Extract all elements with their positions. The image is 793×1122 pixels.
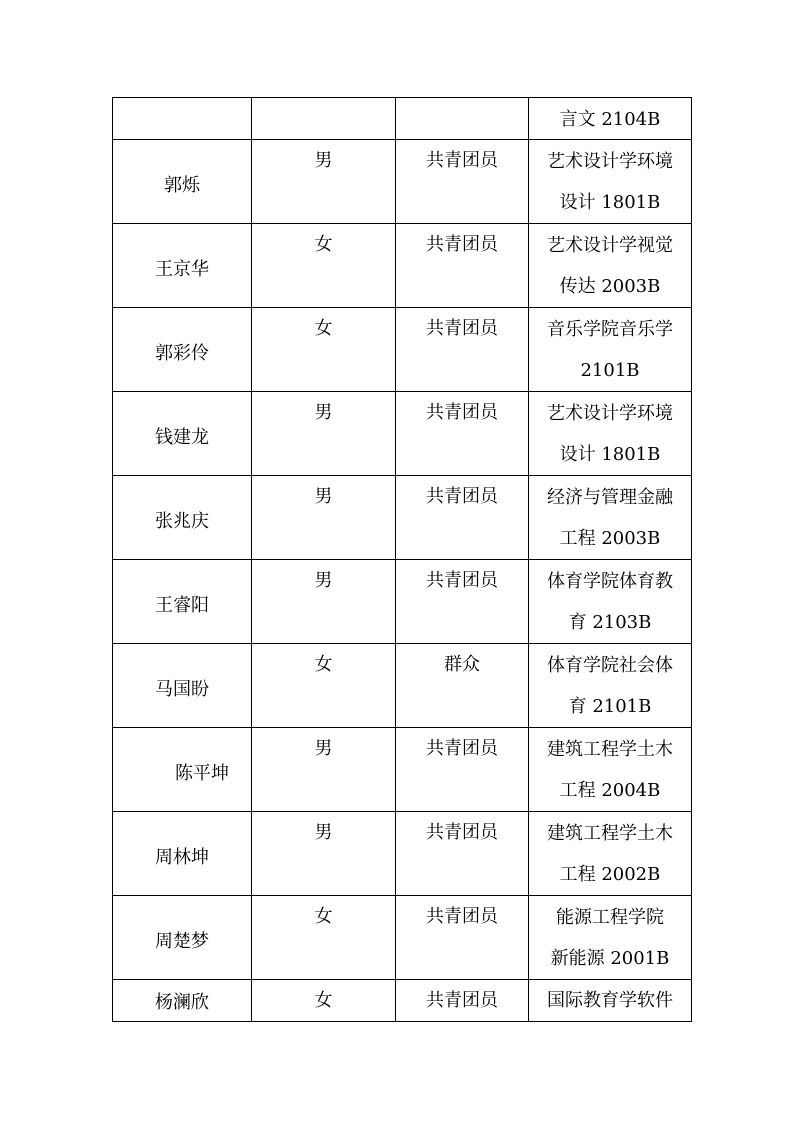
major-line-2: 设计 1801B (559, 444, 661, 465)
gender-text: 男 (314, 150, 333, 171)
name-text: 郭烁 (164, 175, 200, 196)
gender-cell (252, 812, 396, 896)
table-row (113, 980, 692, 1022)
status-text: 共青团员 (426, 402, 498, 423)
major-line-2: 工程 2002B (559, 864, 661, 885)
gender-text: 男 (314, 486, 333, 507)
major-line-2: 工程 2003B (559, 528, 661, 549)
major-text: 国际教育学软件 (547, 989, 673, 1011)
name-cell (113, 812, 252, 896)
major-cell (529, 224, 692, 308)
major-line-1: 艺术设计学环境 (547, 403, 673, 424)
name-cell (113, 980, 252, 1022)
name-text: 钱建龙 (155, 427, 209, 448)
status-cell (396, 224, 529, 308)
table-row (113, 392, 692, 476)
name-text: 张兆庆 (155, 511, 209, 532)
table-row (113, 896, 692, 980)
major-line-2: 育 2103B (568, 612, 652, 633)
major-line-1: 体育学院体育教 (547, 571, 673, 592)
gender-cell (252, 308, 396, 392)
gender-cell (252, 896, 396, 980)
major-cell (529, 308, 692, 392)
major-cell (529, 560, 692, 644)
status-cell (396, 98, 529, 140)
gender-cell (252, 140, 396, 224)
gender-cell (252, 980, 396, 1022)
name-cell (113, 896, 252, 980)
gender-text: 男 (314, 402, 333, 423)
name-cell (113, 98, 252, 140)
gender-cell (252, 728, 396, 812)
major-line-1: 能源工程学院 (556, 907, 664, 928)
gender-text: 男 (314, 822, 333, 843)
status-cell (396, 140, 529, 224)
name-cell (113, 560, 252, 644)
major-line-2: 新能源 2001B (550, 948, 670, 969)
major-line-2: 工程 2004B (559, 780, 661, 801)
status-cell (396, 392, 529, 476)
major-cell (529, 980, 692, 1022)
major-cell (529, 644, 692, 728)
name-cell (113, 224, 252, 308)
name-text: 周楚梦 (155, 931, 209, 952)
status-cell (396, 896, 529, 980)
name-text: 王睿阳 (155, 595, 209, 616)
name-cell (113, 476, 252, 560)
name-text: 陈平坤 (175, 763, 229, 784)
major-line-2: 育 2101B (568, 696, 652, 717)
major-line-1: 艺术设计学视觉 (547, 235, 673, 256)
gender-text: 女 (314, 234, 333, 255)
major-line-2: 传达 2003B (559, 276, 661, 297)
status-cell (396, 476, 529, 560)
major-line-1: 经济与管理金融 (547, 487, 673, 508)
status-text: 共青团员 (426, 989, 498, 1011)
table-row (113, 812, 692, 896)
major-text: 言文 2104B (559, 109, 661, 130)
gender-cell (252, 392, 396, 476)
major-cell (529, 728, 692, 812)
table-row (113, 476, 692, 560)
status-cell (396, 560, 529, 644)
major-line-1: 建筑工程学土木 (547, 739, 673, 760)
gender-cell (252, 224, 396, 308)
major-cell (529, 392, 692, 476)
gender-cell (252, 476, 396, 560)
member-table (112, 97, 692, 1022)
gender-cell (252, 98, 396, 140)
status-text: 共青团员 (426, 738, 498, 759)
status-text: 群众 (444, 654, 480, 675)
major-line-1: 建筑工程学土木 (547, 823, 673, 844)
gender-text: 男 (314, 570, 333, 591)
status-text: 共青团员 (426, 318, 498, 339)
name-cell (113, 140, 252, 224)
table-row (113, 140, 692, 224)
name-text: 周林坤 (155, 847, 209, 868)
name-cell (113, 644, 252, 728)
name-text: 杨澜欣 (155, 991, 209, 1013)
gender-text: 女 (314, 654, 333, 675)
status-text: 共青团员 (426, 150, 498, 171)
table-row (113, 224, 692, 308)
gender-text: 女 (314, 318, 333, 339)
status-text: 共青团员 (426, 234, 498, 255)
name-text: 马国盼 (155, 679, 209, 700)
status-cell (396, 644, 529, 728)
status-text: 共青团员 (426, 486, 498, 507)
major-cell (529, 140, 692, 224)
major-line-2: 设计 1801B (559, 192, 661, 213)
name-cell (113, 308, 252, 392)
major-line-2: 2101B (580, 360, 640, 381)
table-row (113, 560, 692, 644)
name-text: 王京华 (155, 259, 209, 280)
major-cell (529, 896, 692, 980)
gender-text: 女 (314, 906, 333, 927)
status-text: 共青团员 (426, 570, 498, 591)
name-text: 郭彩伶 (155, 343, 209, 364)
status-cell (396, 728, 529, 812)
name-cell (113, 728, 252, 812)
gender-text: 男 (314, 738, 333, 759)
gender-cell (252, 560, 396, 644)
name-cell (113, 392, 252, 476)
status-cell (396, 812, 529, 896)
table-row (113, 728, 692, 812)
major-cell (529, 476, 692, 560)
status-text: 共青团员 (426, 906, 498, 927)
gender-cell (252, 644, 396, 728)
table-row (113, 644, 692, 728)
major-line-1: 艺术设计学环境 (547, 151, 673, 172)
major-line-1: 体育学院社会体 (547, 655, 673, 676)
table-row (113, 308, 692, 392)
status-text: 共青团员 (426, 822, 498, 843)
status-cell (396, 980, 529, 1022)
major-line-1: 音乐学院音乐学 (547, 319, 673, 340)
status-cell (396, 308, 529, 392)
gender-text: 女 (314, 989, 333, 1011)
major-cell (529, 812, 692, 896)
